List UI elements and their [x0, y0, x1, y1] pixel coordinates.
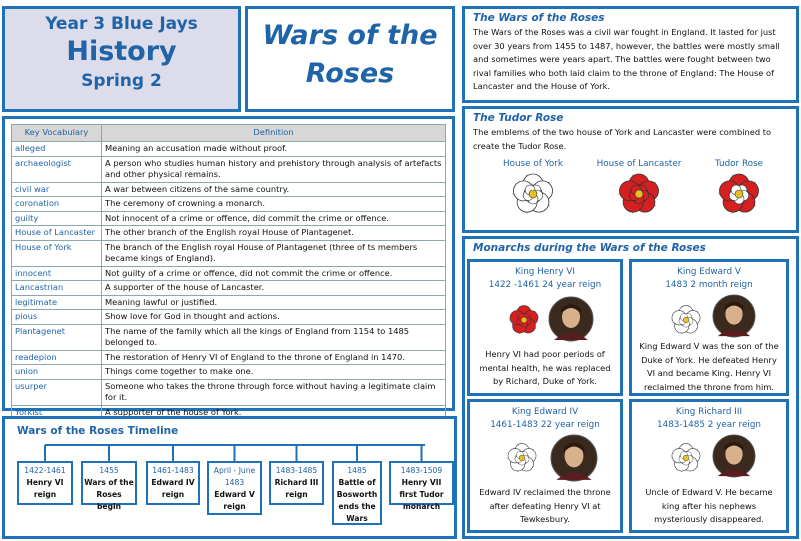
table-row — [12, 142, 446, 157]
event-date: 1485 — [347, 466, 367, 475]
vocab-term: coronation — [12, 197, 102, 212]
vocab-term: legitimate — [12, 295, 102, 310]
wars-section — [462, 6, 799, 103]
portrait-edward-iv — [550, 434, 598, 482]
table-row — [12, 379, 446, 405]
york-rose-item — [483, 159, 583, 223]
red-rose-icon — [506, 302, 542, 338]
vocab-definition: The restoration of Henry VI of England to the throne of England in 1470. — [102, 350, 446, 365]
timeline-event — [389, 461, 454, 511]
table-row — [12, 182, 446, 197]
timeline-event — [17, 461, 73, 505]
timeline-event — [207, 461, 262, 515]
event-date: 1483-1509 — [400, 466, 443, 475]
event-text: Henry VI reign — [26, 478, 64, 499]
page-title-line2: Roses — [305, 58, 395, 89]
table-row — [12, 240, 446, 266]
monarch-description: King Edward V was the son of the Duke of York. He defeated Henry VI and became King. Henry VI reclaimed the throne from him. — [639, 341, 779, 392]
class-name: Year 3 Blue Jays — [45, 14, 198, 34]
class-header — [2, 6, 241, 112]
table-row — [12, 156, 446, 182]
vocab-definition: The other branch of the English royal House of Plantagenet. — [102, 226, 446, 241]
vocab-term: alleged — [12, 142, 102, 157]
monarch-card-edward-iv — [467, 399, 623, 533]
monarch-name: King Edward V — [677, 267, 741, 277]
event-text: Edward V reign — [214, 490, 255, 511]
wars-text: The Wars of the Roses was a civil war fought in England. It lasted for just over 30 years from 1455 to 1487, however, the battles were mostly small and sometimes were years apart. The battles were fought between two rival families who both laid claim to the throne of England: The House of Lancaster and the House of York. — [473, 27, 780, 91]
col-header-term: Key Vocabulary — [12, 125, 102, 142]
timeline-event — [332, 461, 382, 525]
page-title — [248, 17, 452, 93]
monarch-reign: 1483-1485 2 year reign — [657, 420, 761, 430]
table-row — [12, 310, 446, 325]
vocab-term: union — [12, 365, 102, 380]
portrait-richard-iii — [712, 434, 756, 478]
white-rose-icon — [668, 302, 704, 338]
vocab-definition: A supporter of the house of Lancaster. — [102, 281, 446, 296]
tudor-rose-label: Tudor Rose — [714, 159, 764, 169]
event-date: 1455 — [99, 466, 119, 475]
vocab-definition: Not innocent of a crime or offence, did commit the crime or offence. — [102, 211, 446, 226]
vocab-definition: Not guilty of a crime or offence, did not commit the crime or offence. — [102, 266, 446, 281]
vocab-term: archaeologist — [12, 156, 102, 182]
vocab-term: Lancastrian — [12, 281, 102, 296]
monarch-card-henry-vi — [467, 259, 623, 396]
table-row — [12, 281, 446, 296]
event-date: April - June 1483 — [213, 466, 256, 487]
vocab-definition: The branch of the English royal House of Plantagenet (three of ts members became kings of England). — [102, 240, 446, 266]
vocabulary-panel — [2, 116, 455, 417]
monarch-card-edward-v — [629, 259, 789, 396]
monarchs-section — [462, 236, 799, 539]
event-text: Richard III reign — [274, 478, 319, 499]
vocab-definition: The ceremony of crowning a monarch. — [102, 197, 446, 212]
event-date: 1461-1483 — [152, 466, 194, 475]
monarch-description: Edward IV reclaimed the throne after defeating Henry VI at Tewkesbury. — [479, 487, 611, 524]
event-text: Henry VII first Tudor monarch — [399, 478, 444, 511]
vocab-term: innocent — [12, 266, 102, 281]
tudor-rose-icon — [714, 169, 764, 219]
timeline-event — [146, 461, 200, 505]
tudor-text: The emblems of the two house of York and Lancaster were combined to create the Tudor Rose. — [473, 127, 772, 151]
right-column — [462, 6, 799, 539]
monarch-card-richard-iii — [629, 399, 789, 533]
york-rose-label: House of York — [503, 159, 563, 169]
table-row — [12, 365, 446, 380]
white-rose-icon — [508, 169, 558, 219]
table-header-row — [12, 125, 446, 142]
vocab-definition: The name of the family which all the kings of England from 1154 to 1485 belonged to. — [102, 324, 446, 350]
vocab-term: pious — [12, 310, 102, 325]
vocab-term: House of Lancaster — [12, 226, 102, 241]
white-rose-icon — [668, 440, 704, 476]
col-header-definition: Definition — [102, 125, 446, 142]
monarch-description: Henry VI had poor periods of mental health, he was replaced by Richard, Duke of York. — [479, 349, 611, 386]
vocab-definition: A supporter of the house of York. — [102, 405, 446, 420]
red-rose-icon — [614, 169, 664, 219]
portrait-henry-vi — [548, 296, 594, 342]
portrait-edward-v — [712, 294, 756, 338]
vocab-definition: Someone who takes the throne through force without having a legitimate claim for it. — [102, 379, 446, 405]
tudor-heading: The Tudor Rose — [473, 112, 564, 124]
wars-heading: The Wars of the Roses — [473, 12, 605, 24]
white-rose-icon — [504, 440, 540, 476]
vocab-definition: Meaning an accusation made without proof. — [102, 142, 446, 157]
lancaster-rose-label: House of Lancaster — [596, 159, 682, 169]
timeline-event — [269, 461, 324, 505]
term-label: Spring 2 — [81, 71, 162, 91]
monarchs-heading: Monarchs during the Wars of the Roses — [473, 242, 706, 254]
monarch-name: King Henry VI — [514, 267, 575, 277]
vocab-term: Plantagenet — [12, 324, 102, 350]
tudor-rose-item — [689, 159, 789, 223]
vocab-definition: A person who studies human history and prehistory through analysis of artefacts and other physical remains. — [102, 156, 446, 182]
page-title-box — [245, 6, 455, 112]
vocab-definition: Things come together to make one. — [102, 365, 446, 380]
monarch-reign: 1422 -1461 24 year reign — [488, 280, 602, 290]
event-date: 1483-1485 — [275, 466, 318, 475]
monarch-description: Uncle of Edward V. He became king after his nephews mysteriously disappeared. — [645, 487, 773, 524]
vocabulary-table — [11, 124, 446, 420]
timeline-event — [81, 461, 137, 511]
monarch-name: King Richard III — [675, 407, 743, 417]
subject-title: History — [66, 36, 177, 67]
tudor-rose-section — [462, 106, 799, 233]
vocab-term: House of York — [12, 240, 102, 266]
table-row — [12, 350, 446, 365]
vocab-definition: Meaning lawful or justified. — [102, 295, 446, 310]
event-text: Battle of Bosworth ends the Wars — [336, 478, 378, 523]
event-date: 1422-1461 — [24, 466, 66, 475]
lancaster-rose-item — [589, 159, 689, 223]
table-row — [12, 211, 446, 226]
vocab-term: Yorkist — [12, 405, 102, 420]
table-row — [12, 324, 446, 350]
table-row — [12, 295, 446, 310]
timeline-heading: Wars of the Roses Timeline — [17, 425, 179, 437]
timeline-panel — [2, 416, 457, 539]
vocab-definition: Show love for God in thought and actions. — [102, 310, 446, 325]
table-row — [12, 197, 446, 212]
vocab-term: guilty — [12, 211, 102, 226]
vocab-term: readepion — [12, 350, 102, 365]
monarch-reign: 1483 2 month reign — [665, 280, 753, 290]
table-row — [12, 226, 446, 241]
vocab-definition: A war between citizens of the same country. — [102, 182, 446, 197]
vocab-term: usurper — [12, 379, 102, 405]
table-row — [12, 266, 446, 281]
page-title-line1: Wars of the — [262, 20, 438, 51]
event-text: Wars of the Roses begin — [84, 478, 134, 511]
vocab-term: civil war — [12, 182, 102, 197]
monarch-reign: 1461-1483 22 year reign — [490, 420, 600, 430]
monarch-name: King Edward IV — [511, 407, 579, 417]
event-text: Edward IV reign — [151, 478, 195, 499]
